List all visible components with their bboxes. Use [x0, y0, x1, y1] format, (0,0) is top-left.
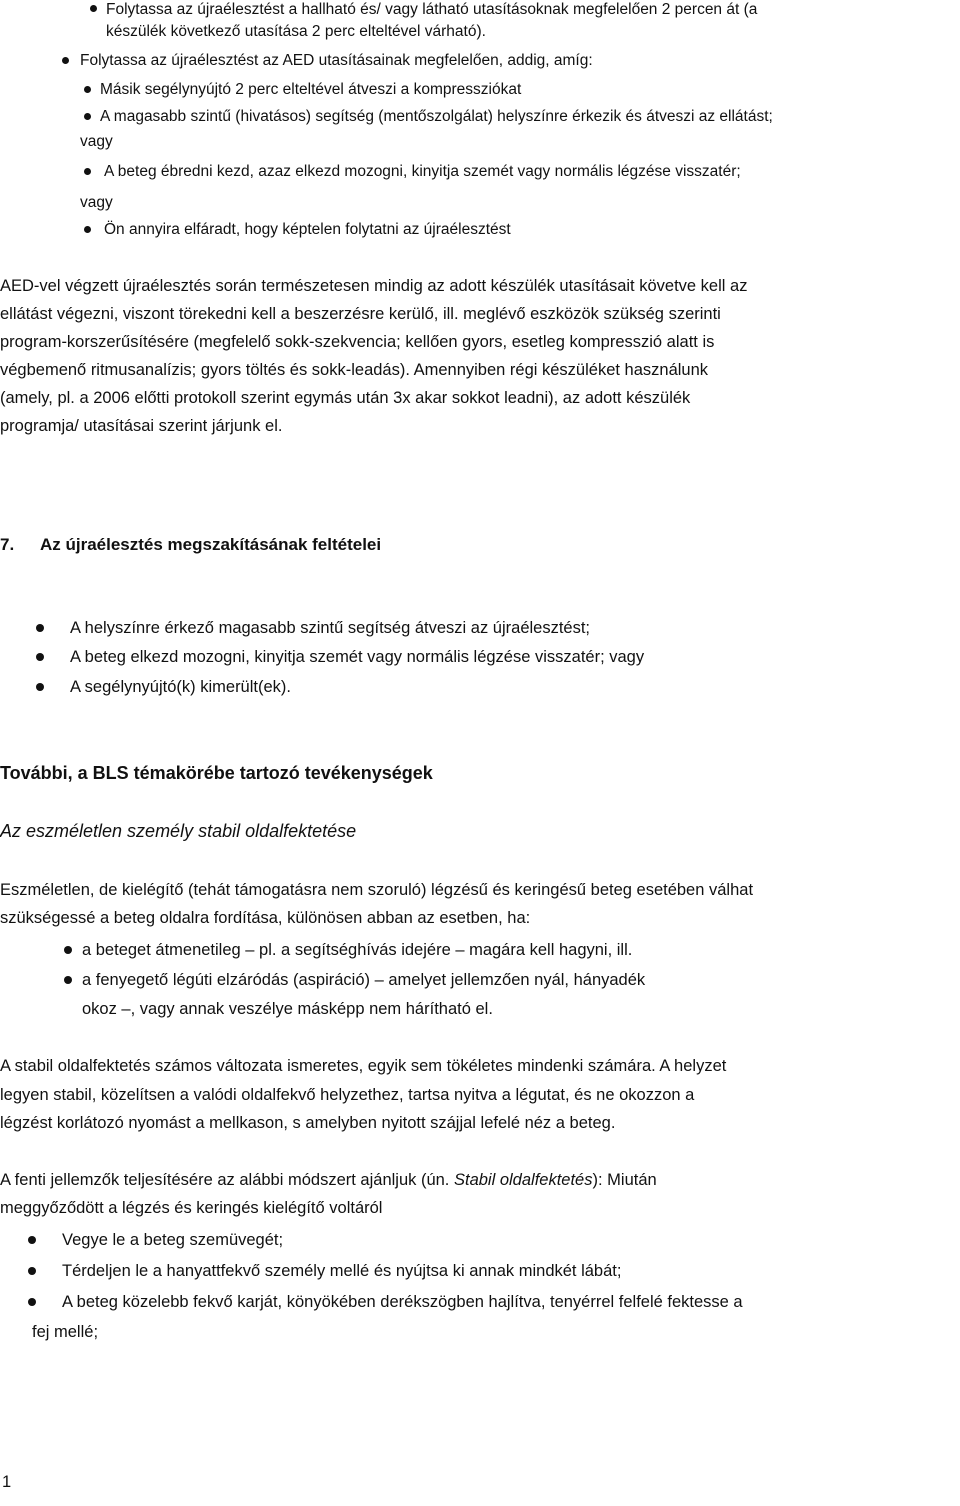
bls-intro-line: Eszméletlen, de kielégítő (tehát támogatásra nem szoruló) légzésű és keringésű beteg esetében válhat — [0, 881, 754, 899]
top-item-1-line-1: Folytassa az újraélesztést a hallható és/ vagy látható utasításoknak megfelelően 2 percen át (a — [106, 1, 758, 18]
bls-intro-line: szükségessé a beteg oldalra fordítása, különösen abban az esetben, ha: — [0, 909, 531, 927]
bullet-icon — [28, 1298, 36, 1306]
bullet-icon — [90, 5, 97, 12]
method-intro-line-2: meggyőződött a légzés és keringés kielégítő voltáról — [0, 1199, 383, 1217]
section-number: 7. — [0, 535, 15, 554]
method-intro-line-1 — [0, 1172, 657, 1189]
or-text-1: vagy — [80, 133, 113, 150]
bls-section-title: További, a BLS témakörébe tartozó tevékenységek — [0, 763, 433, 783]
aed-paragraph-line: programja/ utasításai szerint járjunk el. — [0, 417, 283, 435]
section7-item: A beteg elkezd mozogni, kinyitja szemét vagy normális légzése visszatér; vagy — [70, 648, 645, 666]
bullet-icon — [36, 624, 44, 632]
bullet-icon — [36, 653, 44, 661]
sub-item-4: Ön annyira elfáradt, hogy képtelen folytatni az újraélesztést — [104, 221, 511, 238]
bls-condition-2-line-2: okoz –, vagy annak veszélye másképp nem hárítható el. — [82, 1000, 493, 1018]
aed-paragraph-line: program-korszerűsítésére (megfelelő sokk-szekvencia; kellően gyors, esetleg kompresszió alatt is — [0, 333, 715, 351]
method-intro-prefix: A fenti jellemzők teljesítésére az alábbi módszert ajánljuk (ún. — [0, 1171, 454, 1189]
bls-paragraph-line: legyen stabil, közelítsen a valódi oldalfekvő helyzethez, tartsa nyitva a légutat, és ne okozzon a — [0, 1086, 695, 1104]
method-intro-italic: Stabil oldalfektetés — [453, 1171, 593, 1189]
aed-paragraph-line: AED-vel végzett újraélesztés során természetesen mindig az adott készülék utasításait követve kell az — [0, 277, 748, 295]
bullet-icon — [84, 86, 91, 93]
method-intro-suffix: ): Miután — [592, 1171, 657, 1189]
sub-item-2: A magasabb szintű (hivatásos) segítség (mentőszolgálat) helyszínre érkezik és átveszi az ellátást; — [100, 108, 773, 125]
bls-paragraph-line: A stabil oldalfektetés számos változata ismeretes, egyik sem tökéletes mindenki számára. A helyzet — [0, 1057, 727, 1075]
bls-subtitle: Az eszméletlen személy stabil oldalfektetése — [0, 821, 357, 841]
bullet-icon — [84, 168, 91, 175]
bullet-icon — [62, 57, 69, 64]
sub-item-1: Másik segélynyújtó 2 perc elteltével átveszi a kompressziókat — [100, 81, 522, 98]
bullet-icon — [36, 683, 44, 691]
method-step: Vegye le a beteg szemüvegét; — [62, 1231, 284, 1249]
top-item-2: Folytassa az újraélesztést az AED utasításainak megfelelően, addig, amíg: — [80, 52, 593, 69]
bullet-icon — [28, 1236, 36, 1244]
method-step: Térdeljen le a hanyattfekvő személy mellé és nyújtsa ki annak mindkét lábát; — [62, 1262, 622, 1280]
method-step: A beteg közelebb fekvő karját, könyökében derékszögben hajlítva, tenyérrel felfelé fektesse a — [62, 1293, 743, 1311]
sub-item-3: A beteg ébredni kezd, azaz elkezd mozogni, kinyitja szemét vagy normális légzése visszatér; — [104, 163, 741, 180]
section7-item: A segélynyújtó(k) kimerült(ek). — [70, 678, 291, 696]
section-title: Az újraélesztés megszakításának feltételei — [40, 535, 382, 554]
or-text-2: vagy — [80, 194, 113, 211]
section7-item: A helyszínre érkező magasabb szintű segítség átveszi az újraélesztést; — [70, 619, 591, 637]
aed-paragraph-line: (amely, pl. a 2006 előtti protokoll szerint egymás után 3x akar sokkot leadni), az adott készülék — [0, 389, 691, 407]
bullet-icon — [64, 946, 72, 954]
page-number: 1 — [2, 1473, 12, 1491]
aed-paragraph-line: végbemenő ritmusanalízis; gyors töltés és sokk-leadás). Amennyiben régi készüléket használunk — [0, 361, 709, 379]
bullet-icon — [84, 113, 91, 120]
top-item-1-line-2: készülék következő utasítása 2 perc elteltével várható). — [106, 23, 486, 40]
bls-condition-1: a beteget átmenetileg – pl. a segítséghívás idejére – magára kell hagyni, ill. — [82, 941, 633, 959]
bullet-icon — [28, 1267, 36, 1275]
bls-paragraph-line: légzést korlátozó nyomást a mellkason, s amelyben nyitott szájjal lefelé néz a beteg. — [0, 1114, 616, 1132]
bls-condition-2-line-1: a fenyegető légúti elzáródás (aspiráció) – amelyet jellemzően nyál, hányadék — [82, 971, 646, 989]
method-step-3-line-2: fej mellé; — [32, 1323, 99, 1341]
bullet-icon — [64, 976, 72, 984]
aed-paragraph-line: ellátást végezni, viszont törekedni kell a beszerzésre kerülő, ill. meglévő eszközök szükség szerinti — [0, 305, 721, 323]
bullet-icon — [84, 226, 91, 233]
